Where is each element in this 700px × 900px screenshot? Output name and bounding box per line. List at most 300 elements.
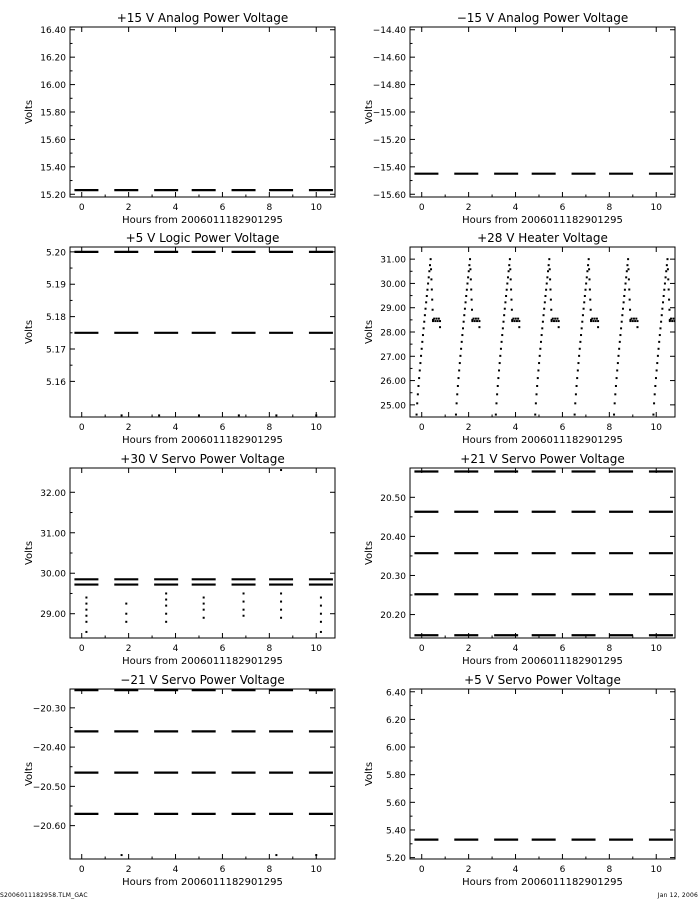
- data-point: [460, 348, 462, 350]
- data-point: [591, 318, 593, 320]
- data-point: [424, 314, 426, 316]
- data-point: [125, 621, 127, 623]
- data-point: [548, 264, 550, 266]
- chart-title: −15 V Analog Power Voltage: [456, 11, 629, 25]
- data-point: [470, 278, 472, 280]
- data-point: [238, 414, 240, 416]
- x-tick-label: 8: [266, 644, 273, 654]
- data-point: [617, 362, 619, 364]
- data-point: [579, 341, 581, 343]
- data-point: [416, 402, 418, 404]
- data-point: [628, 278, 630, 280]
- data-point: [464, 308, 466, 310]
- data-point: [666, 264, 668, 266]
- data-point: [621, 321, 623, 323]
- data-point: [534, 414, 536, 416]
- chart-title: +30 V Servo Power Voltage: [120, 452, 285, 466]
- y-tick-label: 6.20: [385, 715, 406, 726]
- data-point: [496, 393, 498, 395]
- data-point: [614, 402, 616, 404]
- chart-title: +5 V Servo Power Voltage: [464, 673, 621, 687]
- data-point: [431, 299, 433, 301]
- data-point: [616, 377, 618, 379]
- data-point: [423, 327, 425, 329]
- data-point: [597, 320, 599, 322]
- data-point: [653, 402, 655, 404]
- y-tick-label: 5.40: [385, 826, 406, 837]
- y-tick-label: 5.18: [45, 313, 66, 324]
- data-point: [544, 301, 546, 303]
- data-point: [671, 320, 673, 322]
- data-point: [517, 318, 519, 320]
- data-point: [629, 299, 631, 301]
- chart-panel: [364, 673, 675, 888]
- data-point: [577, 362, 579, 364]
- y-axis-label: Volts: [364, 761, 375, 787]
- data-point: [589, 299, 591, 301]
- data-point: [428, 270, 430, 272]
- data-point: [627, 258, 629, 260]
- data-point: [658, 341, 660, 343]
- data-point: [439, 320, 441, 322]
- x-tick-label: 0: [78, 423, 85, 433]
- data-point: [546, 276, 548, 278]
- data-point: [624, 289, 626, 291]
- y-tick-label: 20.50: [380, 493, 406, 504]
- data-point: [501, 341, 503, 343]
- chart-title: −21 V Servo Power Voltage: [120, 673, 285, 687]
- data-point: [578, 355, 580, 357]
- data-point: [669, 320, 671, 322]
- data-point: [654, 393, 656, 395]
- data-point: [500, 348, 502, 350]
- y-tick-label: 26.00: [380, 377, 406, 388]
- data-point: [85, 621, 87, 623]
- x-tick-label: 2: [465, 203, 472, 213]
- y-tick-label: 5.17: [45, 345, 66, 356]
- data-point: [636, 326, 638, 328]
- data-point: [125, 613, 127, 615]
- data-point: [473, 318, 475, 320]
- data-point: [576, 377, 578, 379]
- chart-panel: [364, 11, 675, 226]
- x-tick-label: 0: [78, 865, 85, 875]
- data-point: [497, 385, 499, 387]
- data-point: [511, 320, 513, 322]
- chart-title: +21 V Servo Power Voltage: [460, 452, 625, 466]
- y-tick-label: 15.60: [40, 135, 66, 146]
- x-tick-label: 10: [310, 203, 322, 213]
- data-point: [512, 318, 514, 320]
- data-point: [511, 309, 513, 311]
- data-point: [661, 314, 663, 316]
- y-tick-label: −14.40: [372, 26, 406, 37]
- x-tick-label: 8: [266, 865, 273, 875]
- data-point: [663, 289, 665, 291]
- data-point: [667, 268, 669, 270]
- y-tick-label: −15.40: [372, 163, 406, 174]
- data-point: [432, 309, 434, 311]
- data-point: [417, 393, 419, 395]
- data-point: [618, 348, 620, 350]
- data-point: [280, 469, 282, 471]
- data-point: [416, 414, 418, 416]
- data-point: [620, 327, 622, 329]
- data-point: [504, 301, 506, 303]
- data-point: [548, 258, 550, 260]
- data-point: [509, 268, 511, 270]
- data-point: [537, 369, 539, 371]
- data-point: [656, 369, 658, 371]
- data-point: [280, 617, 282, 619]
- data-point: [542, 321, 544, 323]
- x-tick-label: 4: [512, 203, 519, 213]
- plot-frame: [70, 689, 335, 859]
- data-point: [432, 320, 434, 322]
- x-tick-label: 2: [125, 865, 132, 875]
- data-point: [585, 289, 587, 291]
- data-point: [549, 268, 551, 270]
- data-point: [574, 402, 576, 404]
- data-point: [506, 289, 508, 291]
- x-tick-label: 4: [172, 644, 179, 654]
- data-point: [499, 355, 501, 357]
- y-tick-label: 5.20: [45, 248, 66, 259]
- data-point: [663, 295, 665, 297]
- data-point: [546, 283, 548, 285]
- data-point: [426, 289, 428, 291]
- data-point: [423, 321, 425, 323]
- data-point: [431, 289, 433, 291]
- data-point: [555, 320, 557, 322]
- data-point: [466, 283, 468, 285]
- y-tick-label: 20.30: [380, 571, 406, 582]
- data-point: [320, 597, 322, 599]
- data-point: [498, 369, 500, 371]
- data-point: [315, 854, 317, 856]
- data-point: [243, 609, 245, 611]
- data-point: [462, 327, 464, 329]
- x-tick-label: 0: [418, 644, 425, 654]
- data-point: [535, 402, 537, 404]
- y-tick-label: 6.00: [385, 743, 406, 754]
- data-point: [583, 308, 585, 310]
- data-point: [625, 276, 627, 278]
- data-point: [466, 289, 468, 291]
- chart-panel: [24, 11, 335, 226]
- x-tick-label: 4: [512, 644, 519, 654]
- chart-title: +5 V Logic Power Voltage: [125, 231, 280, 245]
- data-point: [243, 615, 245, 617]
- data-point: [320, 621, 322, 623]
- chart-panel: [24, 452, 335, 667]
- y-tick-label: −14.60: [372, 53, 406, 64]
- data-point: [676, 320, 678, 322]
- data-point: [558, 320, 560, 322]
- data-point: [543, 314, 545, 316]
- data-point: [514, 320, 516, 322]
- data-point: [459, 355, 461, 357]
- data-point: [581, 327, 583, 329]
- data-point: [430, 258, 432, 260]
- y-tick-label: 28.00: [380, 328, 406, 339]
- data-point: [667, 278, 669, 280]
- data-point: [616, 369, 618, 371]
- data-point: [425, 301, 427, 303]
- data-point: [622, 308, 624, 310]
- data-point: [615, 385, 617, 387]
- x-tick-label: 0: [418, 203, 425, 213]
- x-tick-label: 8: [606, 644, 613, 654]
- data-point: [518, 320, 520, 322]
- data-point: [509, 258, 511, 260]
- data-point: [625, 283, 627, 285]
- data-point: [596, 318, 598, 320]
- data-point: [592, 320, 594, 322]
- data-point: [540, 341, 542, 343]
- y-axis-label: Volts: [24, 319, 35, 345]
- x-tick-label: 4: [512, 865, 519, 875]
- y-tick-label: 15.40: [40, 163, 66, 174]
- data-point: [553, 320, 555, 322]
- data-point: [657, 355, 659, 357]
- data-point: [539, 348, 541, 350]
- data-point: [661, 308, 663, 310]
- y-tick-label: 29.00: [40, 610, 66, 621]
- data-point: [433, 318, 435, 320]
- data-point: [618, 355, 620, 357]
- plot-area: [414, 472, 673, 636]
- data-point: [662, 301, 664, 303]
- data-point: [577, 369, 579, 371]
- plot-frame: [410, 247, 675, 417]
- data-point: [584, 295, 586, 297]
- data-point: [629, 309, 631, 311]
- data-point: [580, 334, 582, 336]
- plot-area: [74, 690, 333, 856]
- data-point: [501, 334, 503, 336]
- x-tick-label: 10: [650, 644, 662, 654]
- data-point: [280, 592, 282, 594]
- data-point: [594, 318, 596, 320]
- data-point: [427, 283, 429, 285]
- data-point: [664, 283, 666, 285]
- y-tick-label: −15.20: [372, 135, 406, 146]
- data-point: [516, 320, 518, 322]
- y-tick-label: 5.19: [45, 280, 66, 291]
- data-point: [633, 318, 635, 320]
- data-point: [676, 326, 678, 328]
- y-tick-label: 5.80: [385, 771, 406, 782]
- data-point: [456, 393, 458, 395]
- data-point: [547, 270, 549, 272]
- y-tick-label: 5.60: [385, 798, 406, 809]
- data-point: [629, 320, 631, 322]
- data-point: [538, 362, 540, 364]
- data-point: [672, 318, 674, 320]
- x-tick-label: 6: [219, 423, 226, 433]
- data-point: [575, 393, 577, 395]
- data-point: [417, 385, 419, 387]
- y-tick-label: 5.20: [385, 854, 406, 865]
- data-point: [495, 402, 497, 404]
- data-point: [552, 318, 554, 320]
- x-tick-label: 10: [310, 423, 322, 433]
- data-point: [623, 301, 625, 303]
- chart-title: +15 V Analog Power Voltage: [116, 11, 289, 25]
- data-point: [463, 314, 465, 316]
- data-point: [458, 369, 460, 371]
- y-tick-label: 32.00: [40, 488, 66, 499]
- data-point: [504, 308, 506, 310]
- data-point: [275, 414, 277, 416]
- data-point: [652, 414, 654, 416]
- data-point: [588, 258, 590, 260]
- data-point: [165, 599, 167, 601]
- data-point: [655, 377, 657, 379]
- data-point: [467, 276, 469, 278]
- data-point: [428, 276, 430, 278]
- data-point: [419, 362, 421, 364]
- x-tick-label: 10: [650, 865, 662, 875]
- data-point: [665, 276, 667, 278]
- y-tick-label: −15.00: [372, 108, 406, 119]
- x-tick-label: 8: [606, 423, 613, 433]
- data-point: [85, 597, 87, 599]
- data-point: [243, 592, 245, 594]
- footer-date-label: Jan 12, 2006: [657, 892, 698, 899]
- y-tick-label: −20.50: [32, 782, 66, 793]
- y-axis-label: Volts: [24, 540, 35, 566]
- y-tick-label: 16.40: [40, 26, 66, 37]
- data-point: [422, 334, 424, 336]
- x-tick-label: 10: [310, 865, 322, 875]
- x-tick-label: 6: [219, 644, 226, 654]
- y-tick-label: 30.00: [380, 279, 406, 290]
- data-point: [654, 385, 656, 387]
- data-point: [458, 377, 460, 379]
- data-point: [461, 334, 463, 336]
- data-point: [636, 320, 638, 322]
- y-tick-label: −20.60: [32, 822, 66, 833]
- data-point: [586, 276, 588, 278]
- data-point: [537, 377, 539, 379]
- data-point: [438, 318, 440, 320]
- data-point: [320, 631, 322, 633]
- data-point: [85, 631, 87, 633]
- data-point: [203, 609, 205, 611]
- x-tick-label: 6: [559, 203, 566, 213]
- data-point: [656, 362, 658, 364]
- data-point: [660, 321, 662, 323]
- y-tick-label: −15.60: [372, 190, 406, 201]
- data-point: [463, 321, 465, 323]
- data-point: [668, 299, 670, 301]
- data-point: [510, 289, 512, 291]
- plot-area: [74, 469, 333, 633]
- x-tick-label: 8: [606, 203, 613, 213]
- data-point: [437, 320, 439, 322]
- y-tick-label: −20.30: [32, 704, 66, 715]
- chart-title: +28 V Heater Voltage: [477, 231, 608, 245]
- data-point: [439, 326, 441, 328]
- data-point: [621, 314, 623, 316]
- data-point: [505, 295, 507, 297]
- x-tick-label: 0: [418, 865, 425, 875]
- data-point: [515, 318, 517, 320]
- data-point: [551, 320, 553, 322]
- data-point: [421, 341, 423, 343]
- y-tick-label: 16.00: [40, 81, 66, 92]
- x-tick-label: 10: [310, 644, 322, 654]
- data-point: [495, 414, 497, 416]
- data-point: [456, 402, 458, 404]
- x-tick-label: 2: [465, 865, 472, 875]
- data-point: [465, 301, 467, 303]
- x-axis-label: Hours from 2006011182901295: [462, 215, 623, 226]
- data-point: [628, 289, 630, 291]
- data-point: [576, 385, 578, 387]
- x-axis-label: Hours from 2006011182901295: [122, 435, 283, 446]
- data-point: [506, 283, 508, 285]
- data-point: [541, 334, 543, 336]
- data-point: [590, 309, 592, 311]
- data-point: [430, 278, 432, 280]
- data-point: [165, 592, 167, 594]
- x-axis-label: Hours from 2006011182901295: [462, 435, 623, 446]
- data-point: [419, 369, 421, 371]
- data-point: [243, 601, 245, 603]
- data-point: [666, 258, 668, 260]
- data-point: [502, 327, 504, 329]
- data-point: [508, 270, 510, 272]
- data-point: [558, 326, 560, 328]
- data-point: [125, 603, 127, 605]
- y-tick-label: 20.20: [380, 611, 406, 622]
- x-axis-label: Hours from 2006011182901295: [122, 877, 283, 888]
- x-tick-label: 6: [559, 644, 566, 654]
- data-point: [470, 289, 472, 291]
- data-point: [469, 268, 471, 270]
- data-point: [436, 318, 438, 320]
- data-point: [507, 276, 509, 278]
- y-tick-label: 6.40: [385, 688, 406, 699]
- data-point: [554, 318, 556, 320]
- data-point: [455, 414, 457, 416]
- data-point: [543, 308, 545, 310]
- plot-frame: [410, 689, 675, 859]
- data-point: [508, 264, 510, 266]
- data-point: [475, 318, 477, 320]
- data-point: [518, 326, 520, 328]
- data-point: [421, 348, 423, 350]
- data-point: [469, 258, 471, 260]
- data-point: [536, 393, 538, 395]
- x-tick-label: 4: [172, 865, 179, 875]
- data-point: [614, 393, 616, 395]
- data-point: [478, 326, 480, 328]
- data-point: [165, 613, 167, 615]
- data-point: [85, 609, 87, 611]
- data-point: [468, 270, 470, 272]
- data-point: [165, 621, 167, 623]
- y-tick-label: −14.80: [372, 81, 406, 92]
- data-point: [659, 334, 661, 336]
- data-point: [665, 270, 667, 272]
- y-axis-label: Volts: [24, 99, 35, 125]
- footer-source-label: S2006011182958.TLM_GAC: [0, 892, 88, 899]
- x-axis-label: Hours from 2006011182901295: [462, 877, 623, 888]
